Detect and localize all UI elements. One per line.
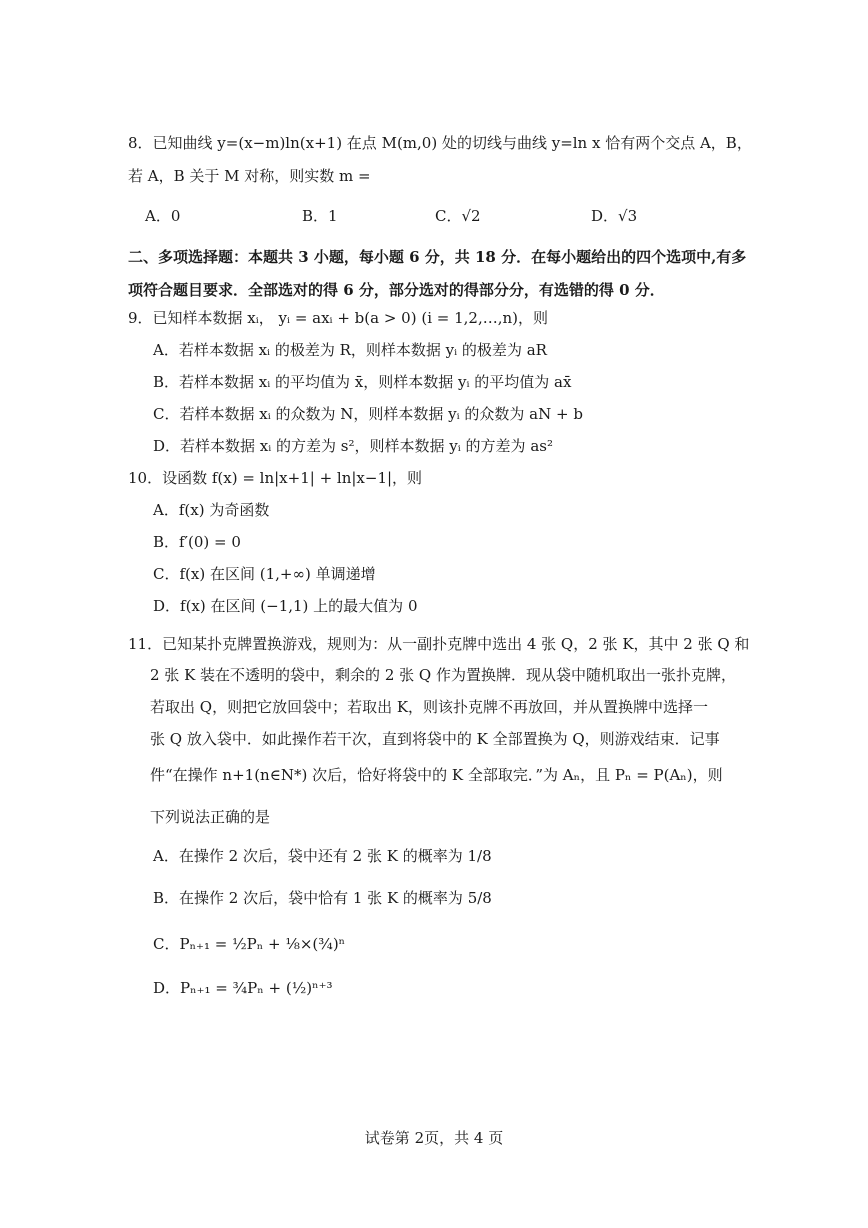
q8-option-c: C．√2 (435, 207, 481, 225)
q10-option-a: A．f(x) 为奇函数 (153, 501, 270, 519)
section-heading-line1: 二、多项选择题：本题共 3 小题，每小题 6 分，共 18 分．在每小题给出的四个选项中,有多 (128, 248, 747, 266)
q11-stem-line6: 下列说法正确的是 (150, 808, 271, 826)
q11-option-a: A．在操作 2 次后，袋中还有 2 张 K 的概率为 1/8 (153, 847, 492, 865)
q8-stem-line2: 若 A，B 关于 M 对称，则实数 m = (128, 167, 371, 185)
q10-option-b: B．f′(0) = 0 (153, 533, 241, 551)
section-heading-line2: 项符合题目要求．全部选对的得 6 分，部分选对的得部分分，有选错的得 0 分． (128, 281, 665, 299)
q11-option-d: D．Pₙ₊₁ = ¾Pₙ + (½)ⁿ⁺³ (153, 979, 333, 997)
q11-stem-line4: 张 Q 放入袋中．如此操作若干次，直到将袋中的 K 全部置换为 Q，则游戏结束．记事 (150, 730, 720, 748)
q8-stem-line1: 8．已知曲线 y=(x−m)ln(x+1) 在点 M(m,0) 处的切线与曲线 y=ln x 恰有两个交点 A，B， (128, 134, 752, 152)
q9-option-d: D．若样本数据 xᵢ 的方差为 s²，则样本数据 yᵢ 的方差为 as² (153, 437, 553, 455)
q11-stem-line5: 件“在操作 n+1(n∈N*) 次后，恰好将袋中的 K 全部取完．”为 Aₙ，且 Pₙ = P(Aₙ)，则 (150, 766, 723, 784)
q8-option-a: A．0 (145, 207, 181, 225)
q10-stem: 10．设函数 f(x) = ln|x+1| + ln|x−1|，则 (128, 469, 423, 487)
q11-stem-line2: 2 张 K 装在不透明的袋中，剩余的 2 张 Q 作为置换牌．现从袋中随机取出一张扑克牌， (150, 666, 736, 684)
q11-stem-line3: 若取出 Q，则把它放回袋中；若取出 K，则该扑克牌不再放回，并从置换牌中选择一 (150, 698, 709, 716)
q10-option-d: D．f(x) 在区间 (−1,1) 上的最大值为 0 (153, 597, 418, 615)
q8-option-b: B．1 (302, 207, 338, 225)
q8-option-d: D．√3 (591, 207, 638, 225)
q8-options (145, 205, 745, 227)
q9-stem: 9．已知样本数据 xᵢ， yᵢ = axᵢ + b(a > 0) (i = 1,2,…,n)，则 (128, 309, 549, 327)
q11-option-c: C．Pₙ₊₁ = ½Pₙ + ⅛×(¾)ⁿ (153, 935, 346, 953)
q9-option-a: A．若样本数据 xᵢ 的极差为 R，则样本数据 yᵢ 的极差为 aR (153, 341, 547, 359)
page-footer: 试卷第 2页，共 4 页 (364, 1129, 504, 1147)
q9-option-c: C．若样本数据 xᵢ 的众数为 N，则样本数据 yᵢ 的众数为 aN + b (153, 405, 583, 423)
q11-option-b: B．在操作 2 次后，袋中恰有 1 张 K 的概率为 5/8 (153, 889, 492, 907)
q11-stem-line1: 11．已知某扑克牌置换游戏，规则为：从一副扑克牌中选出 4 张 Q，2 张 K，其中 2 张 Q 和 (128, 635, 750, 653)
q10-option-c: C．f(x) 在区间 (1,+∞) 单调递增 (153, 565, 376, 583)
q9-option-b: B．若样本数据 xᵢ 的平均值为 x̄，则样本数据 yᵢ 的平均值为 ax̄ (153, 373, 572, 391)
